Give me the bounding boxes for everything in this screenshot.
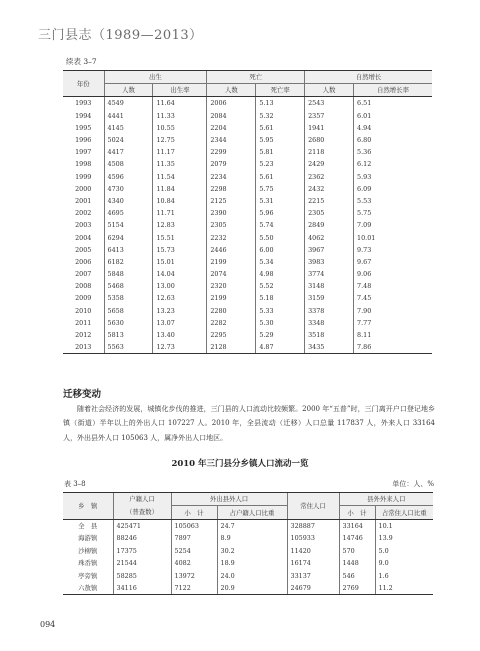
table-row <box>63 305 432 317</box>
year-cell: 2002 <box>75 209 92 218</box>
table-cell: 6413 <box>104 244 153 256</box>
table-cell: 5.61 <box>256 171 305 183</box>
book-title: 三门县志（1989—2013） <box>38 28 203 43</box>
table-cell: 13.00 <box>153 280 207 292</box>
table-cell: 2390 <box>207 207 256 219</box>
table-cell: 5.29 <box>256 329 305 341</box>
table-cell: 5.75 <box>354 207 432 219</box>
table-cell: 6.09 <box>354 183 432 195</box>
table-cell: 13.9 <box>375 532 433 544</box>
table-cell: 5.93 <box>354 171 432 183</box>
table-cell: 9.67 <box>354 256 432 268</box>
table-cell: 5.74 <box>256 219 305 231</box>
table-cell: 2118 <box>305 146 354 158</box>
table-cell: 24679 <box>287 582 339 595</box>
table-cell: 2298 <box>207 183 256 195</box>
year-cell: 1998 <box>75 160 92 169</box>
table-cell: 2074 <box>207 268 256 280</box>
table-cell: 2344 <box>207 134 256 146</box>
table-cell: 5.13 <box>256 97 305 110</box>
table-cell: 2128 <box>207 341 256 354</box>
table-cell: 5358 <box>104 292 153 304</box>
subheader: 出生率 <box>153 84 207 97</box>
table-cell: 7122 <box>171 582 217 595</box>
table-cell: 2305 <box>305 207 354 219</box>
year-cell: 1997 <box>75 148 92 157</box>
table-3-8-caption: 表 3–8 <box>64 480 86 488</box>
year-cell: 2010 <box>75 306 92 315</box>
table-cell: 5.61 <box>256 122 305 134</box>
subheader: 死亡率 <box>256 84 305 97</box>
table-cell: 3348 <box>305 317 354 329</box>
table-cell: 2280 <box>207 305 256 317</box>
table-cell: 5.81 <box>256 146 305 158</box>
table-cell: 7.45 <box>354 292 432 304</box>
natural-growth-group-header: 自然增长 <box>305 71 432 84</box>
table-cell: 5813 <box>104 329 153 341</box>
table-row <box>63 256 432 268</box>
table-cell: 33137 <box>287 569 339 581</box>
table-cell: 3983 <box>305 256 354 268</box>
table-cell: 5.0 <box>375 545 433 557</box>
subheader: 自然增长率 <box>354 84 432 97</box>
table-3-7-caption: 续表 3–7 <box>66 57 97 66</box>
table-row <box>63 146 432 158</box>
table-cell: 3967 <box>305 244 354 256</box>
table-cell: 7897 <box>171 532 217 544</box>
table-cell: 5.18 <box>256 292 305 304</box>
table-cell: 5024 <box>104 134 153 146</box>
table-cell: 2234 <box>207 171 256 183</box>
table-cell: 12.63 <box>153 292 207 304</box>
table-cell: 13972 <box>171 569 217 581</box>
table-cell: 7.90 <box>354 305 432 317</box>
table-cell: 5.33 <box>256 305 305 317</box>
year-cell: 2006 <box>75 257 92 266</box>
table-cell: 2305 <box>207 219 256 231</box>
table-row <box>63 268 432 280</box>
table-cell: 2232 <box>207 231 256 243</box>
year-cell: 2001 <box>75 196 92 205</box>
table-cell: 2357 <box>305 110 354 122</box>
table-cell: 12.75 <box>153 134 207 146</box>
table-cell: 12.83 <box>153 219 207 231</box>
table-cell: 3148 <box>305 280 354 292</box>
page-number: 094 <box>40 620 56 629</box>
table-cell: 10.55 <box>153 122 207 134</box>
table-cell: 2084 <box>207 110 256 122</box>
year-cell: 1996 <box>75 136 92 145</box>
table-3-8 <box>63 492 433 595</box>
table-row <box>63 134 432 146</box>
table-cell: 546 <box>339 569 375 581</box>
table-row <box>63 244 432 256</box>
year-cell: 1995 <box>75 123 92 132</box>
table-cell: 7.48 <box>354 280 432 292</box>
table-cell: 4.98 <box>256 268 305 280</box>
table-cell: 2204 <box>207 122 256 134</box>
town-header: 乡 镇 <box>63 493 113 520</box>
table-cell: 10.1 <box>375 519 433 532</box>
table-cell: 6.51 <box>354 97 432 110</box>
table-cell: 5848 <box>104 268 153 280</box>
year-cell: 1994 <box>75 111 92 120</box>
table-cell: 2295 <box>207 329 256 341</box>
table-cell: 8.11 <box>354 329 432 341</box>
table-cell: 2320 <box>207 280 256 292</box>
subheader: 人数 <box>207 84 256 97</box>
table-cell: 2432 <box>305 183 354 195</box>
table-cell: 2299 <box>207 146 256 158</box>
table-row <box>63 183 432 195</box>
year-cell: 2000 <box>75 184 92 193</box>
table-cell: 24.7 <box>217 519 287 532</box>
year-cell: 2004 <box>75 233 92 242</box>
year-cell: 2009 <box>75 294 92 303</box>
table-cell: 1448 <box>339 557 375 569</box>
table-row <box>63 532 433 544</box>
table-cell: 2849 <box>305 219 354 231</box>
table-3-8-title: 2010 年三门县分乡镇人口流动一览 <box>171 459 309 469</box>
table-cell: 425471 <box>113 519 171 532</box>
registered-header: 户籍人口 <box>113 493 171 506</box>
year-cell: 2012 <box>75 331 92 340</box>
year-cell: 2005 <box>75 245 92 254</box>
table-row <box>63 110 432 122</box>
registered-subheader: （普查数） <box>113 506 171 519</box>
table-cell: 6294 <box>104 231 153 243</box>
table-cell: 5468 <box>104 280 153 292</box>
table-row <box>63 582 433 595</box>
table-cell: 20.9 <box>217 582 287 595</box>
subheader: 人数 <box>305 84 354 97</box>
table-cell: 2362 <box>305 171 354 183</box>
table-row <box>63 219 432 231</box>
death-group-header: 死亡 <box>207 71 305 84</box>
table-cell: 21544 <box>113 557 171 569</box>
subheader: 小 计 <box>339 506 375 519</box>
table-cell: 6182 <box>104 256 153 268</box>
table-cell: 4062 <box>305 231 354 243</box>
table-cell: 4145 <box>104 122 153 134</box>
town-cell: 珠岙镇 <box>78 559 98 568</box>
table-cell: 4695 <box>104 207 153 219</box>
table-cell: 24.0 <box>217 569 287 581</box>
table-cell: 11.2 <box>375 582 433 595</box>
table-cell: 9.06 <box>354 268 432 280</box>
table-cell: 11.35 <box>153 158 207 170</box>
table-cell: 570 <box>339 545 375 557</box>
table-cell: 5154 <box>104 219 153 231</box>
table-cell: 33164 <box>339 519 375 532</box>
table-cell: 6.00 <box>256 244 305 256</box>
table-cell: 3774 <box>305 268 354 280</box>
table-cell: 2446 <box>207 244 256 256</box>
table-cell: 4549 <box>104 97 153 110</box>
table-cell: 2282 <box>207 317 256 329</box>
year-header: 年份 <box>63 71 104 97</box>
section-paragraph: 随着社会经济的发展，城镇化步伐的推进，三门县的人口流动比较频繁。2000 年“五普”时，三门离开户口登记地乡镇（街道）半年以上的外出人口 107227 人。2010 年，全县流动（迁移）人口总量 117837 人，外来人口 33164 人，外出县外人口 105063 人，属净外出人口地区。 <box>63 405 435 442</box>
table-cell: 1941 <box>305 122 354 134</box>
table-cell: 4.87 <box>256 341 305 354</box>
table-cell: 2215 <box>305 195 354 207</box>
section-title: 迁移变动 <box>63 389 102 400</box>
table-row <box>63 341 432 354</box>
table-cell: 105933 <box>287 532 339 544</box>
table-row <box>63 280 432 292</box>
table-3-8-unit: 单位：人、% <box>392 480 434 488</box>
year-cell: 1999 <box>75 172 92 181</box>
table-cell: 13.40 <box>153 329 207 341</box>
table-cell: 88246 <box>113 532 171 544</box>
subheader: 小 计 <box>171 506 217 519</box>
table-cell: 2769 <box>339 582 375 595</box>
table-cell: 11.71 <box>153 207 207 219</box>
birth-group-header: 出生 <box>104 71 207 84</box>
table-cell: 4596 <box>104 171 153 183</box>
table-cell: 4730 <box>104 183 153 195</box>
table-cell: 328887 <box>287 519 339 532</box>
table-cell: 5.52 <box>256 280 305 292</box>
table-cell: 4508 <box>104 158 153 170</box>
table-row <box>63 158 432 170</box>
table-cell: 4417 <box>104 146 153 158</box>
table-cell: 5.23 <box>256 158 305 170</box>
table-row <box>63 317 432 329</box>
table-row <box>63 292 432 304</box>
table-cell: 4082 <box>171 557 217 569</box>
table-cell: 11.17 <box>153 146 207 158</box>
table-cell: 3159 <box>305 292 354 304</box>
table-cell: 9.73 <box>354 244 432 256</box>
table-cell: 11.33 <box>153 110 207 122</box>
table-row <box>63 195 432 207</box>
table-cell: 10.84 <box>153 195 207 207</box>
town-cell: 沙柳镇 <box>78 546 98 555</box>
table-cell: 15.51 <box>153 231 207 243</box>
table-cell: 2125 <box>207 195 256 207</box>
year-cell: 2003 <box>75 221 92 230</box>
table-cell: 3435 <box>305 341 354 354</box>
table-3-7 <box>63 70 432 354</box>
table-row <box>63 231 432 243</box>
table-cell: 2543 <box>305 97 354 110</box>
table-cell: 2199 <box>207 256 256 268</box>
table-cell: 12.73 <box>153 341 207 354</box>
table-row <box>63 329 432 341</box>
table-cell: 11.84 <box>153 183 207 195</box>
town-cell: 六敖镇 <box>63 582 113 595</box>
year-cell: 1993 <box>75 99 92 108</box>
subheader: 人数 <box>104 84 153 97</box>
table-cell: 7.86 <box>354 341 432 354</box>
table-cell: 5.30 <box>256 317 305 329</box>
table-cell: 6.12 <box>354 158 432 170</box>
table-cell: 4.94 <box>354 122 432 134</box>
table-cell: 5.32 <box>256 110 305 122</box>
table-row <box>63 545 433 557</box>
table-cell: 5.75 <box>256 183 305 195</box>
table-cell: 5.95 <box>256 134 305 146</box>
table-row <box>63 557 433 569</box>
town-cell: 全 县 <box>78 521 98 530</box>
table-row <box>63 97 432 110</box>
table-cell: 5630 <box>104 317 153 329</box>
in-group-header: 县外外来人口 <box>339 493 433 506</box>
town-cell: 亭旁镇 <box>78 571 98 580</box>
table-cell: 17375 <box>113 545 171 557</box>
table-row <box>63 569 433 581</box>
table-cell: 11420 <box>287 545 339 557</box>
table-cell: 13.07 <box>153 317 207 329</box>
table-cell: 5254 <box>171 545 217 557</box>
table-cell: 11.64 <box>153 97 207 110</box>
table-cell: 11.54 <box>153 171 207 183</box>
table-row <box>63 207 432 219</box>
year-cell: 2013 <box>63 341 104 354</box>
table-cell: 5.50 <box>256 231 305 243</box>
subheader: 占户籍人口比重 <box>217 506 287 519</box>
table-cell: 30.2 <box>217 545 287 557</box>
table-cell: 34116 <box>113 582 171 595</box>
table-cell: 5.36 <box>354 146 432 158</box>
table-cell: 2006 <box>207 97 256 110</box>
year-cell: 2008 <box>75 282 92 291</box>
table-cell: 3378 <box>305 305 354 317</box>
table-cell: 5563 <box>104 341 153 354</box>
town-cell: 海游镇 <box>78 534 98 543</box>
table-cell: 2199 <box>207 292 256 304</box>
table-cell: 2680 <box>305 134 354 146</box>
table-row <box>63 171 432 183</box>
table-cell: 15.73 <box>153 244 207 256</box>
table-cell: 14746 <box>339 532 375 544</box>
subheader: 占常住人口比重 <box>375 506 433 519</box>
table-row <box>63 519 433 532</box>
table-cell: 9.0 <box>375 557 433 569</box>
table-cell: 13.23 <box>153 305 207 317</box>
table-cell: 5.53 <box>354 195 432 207</box>
table-cell: 5.34 <box>256 256 305 268</box>
table-3-7-body <box>63 97 432 354</box>
table-row <box>63 122 432 134</box>
table-cell: 15.01 <box>153 256 207 268</box>
table-cell: 2429 <box>305 158 354 170</box>
table-cell: 1.6 <box>375 569 433 581</box>
table-cell: 5.31 <box>256 195 305 207</box>
table-cell: 6.01 <box>354 110 432 122</box>
resident-header: 常住人口 <box>287 493 339 520</box>
table-cell: 58285 <box>113 569 171 581</box>
table-cell: 105063 <box>171 519 217 532</box>
table-cell: 7.77 <box>354 317 432 329</box>
table-cell: 5658 <box>104 305 153 317</box>
table-cell: 4340 <box>104 195 153 207</box>
table-cell: 14.04 <box>153 268 207 280</box>
table-cell: 10.01 <box>354 231 432 243</box>
table-cell: 3518 <box>305 329 354 341</box>
year-cell: 2011 <box>75 318 92 327</box>
table-3-8-body <box>63 519 433 594</box>
table-cell: 16174 <box>287 557 339 569</box>
table-cell: 4441 <box>104 110 153 122</box>
table-cell: 18.9 <box>217 557 287 569</box>
year-cell: 2007 <box>75 270 92 279</box>
table-cell: 5.96 <box>256 207 305 219</box>
table-cell: 8.9 <box>217 532 287 544</box>
table-cell: 6.80 <box>354 134 432 146</box>
out-group-header: 外出县外人口 <box>171 493 287 506</box>
table-cell: 2079 <box>207 158 256 170</box>
table-cell: 7.09 <box>354 219 432 231</box>
